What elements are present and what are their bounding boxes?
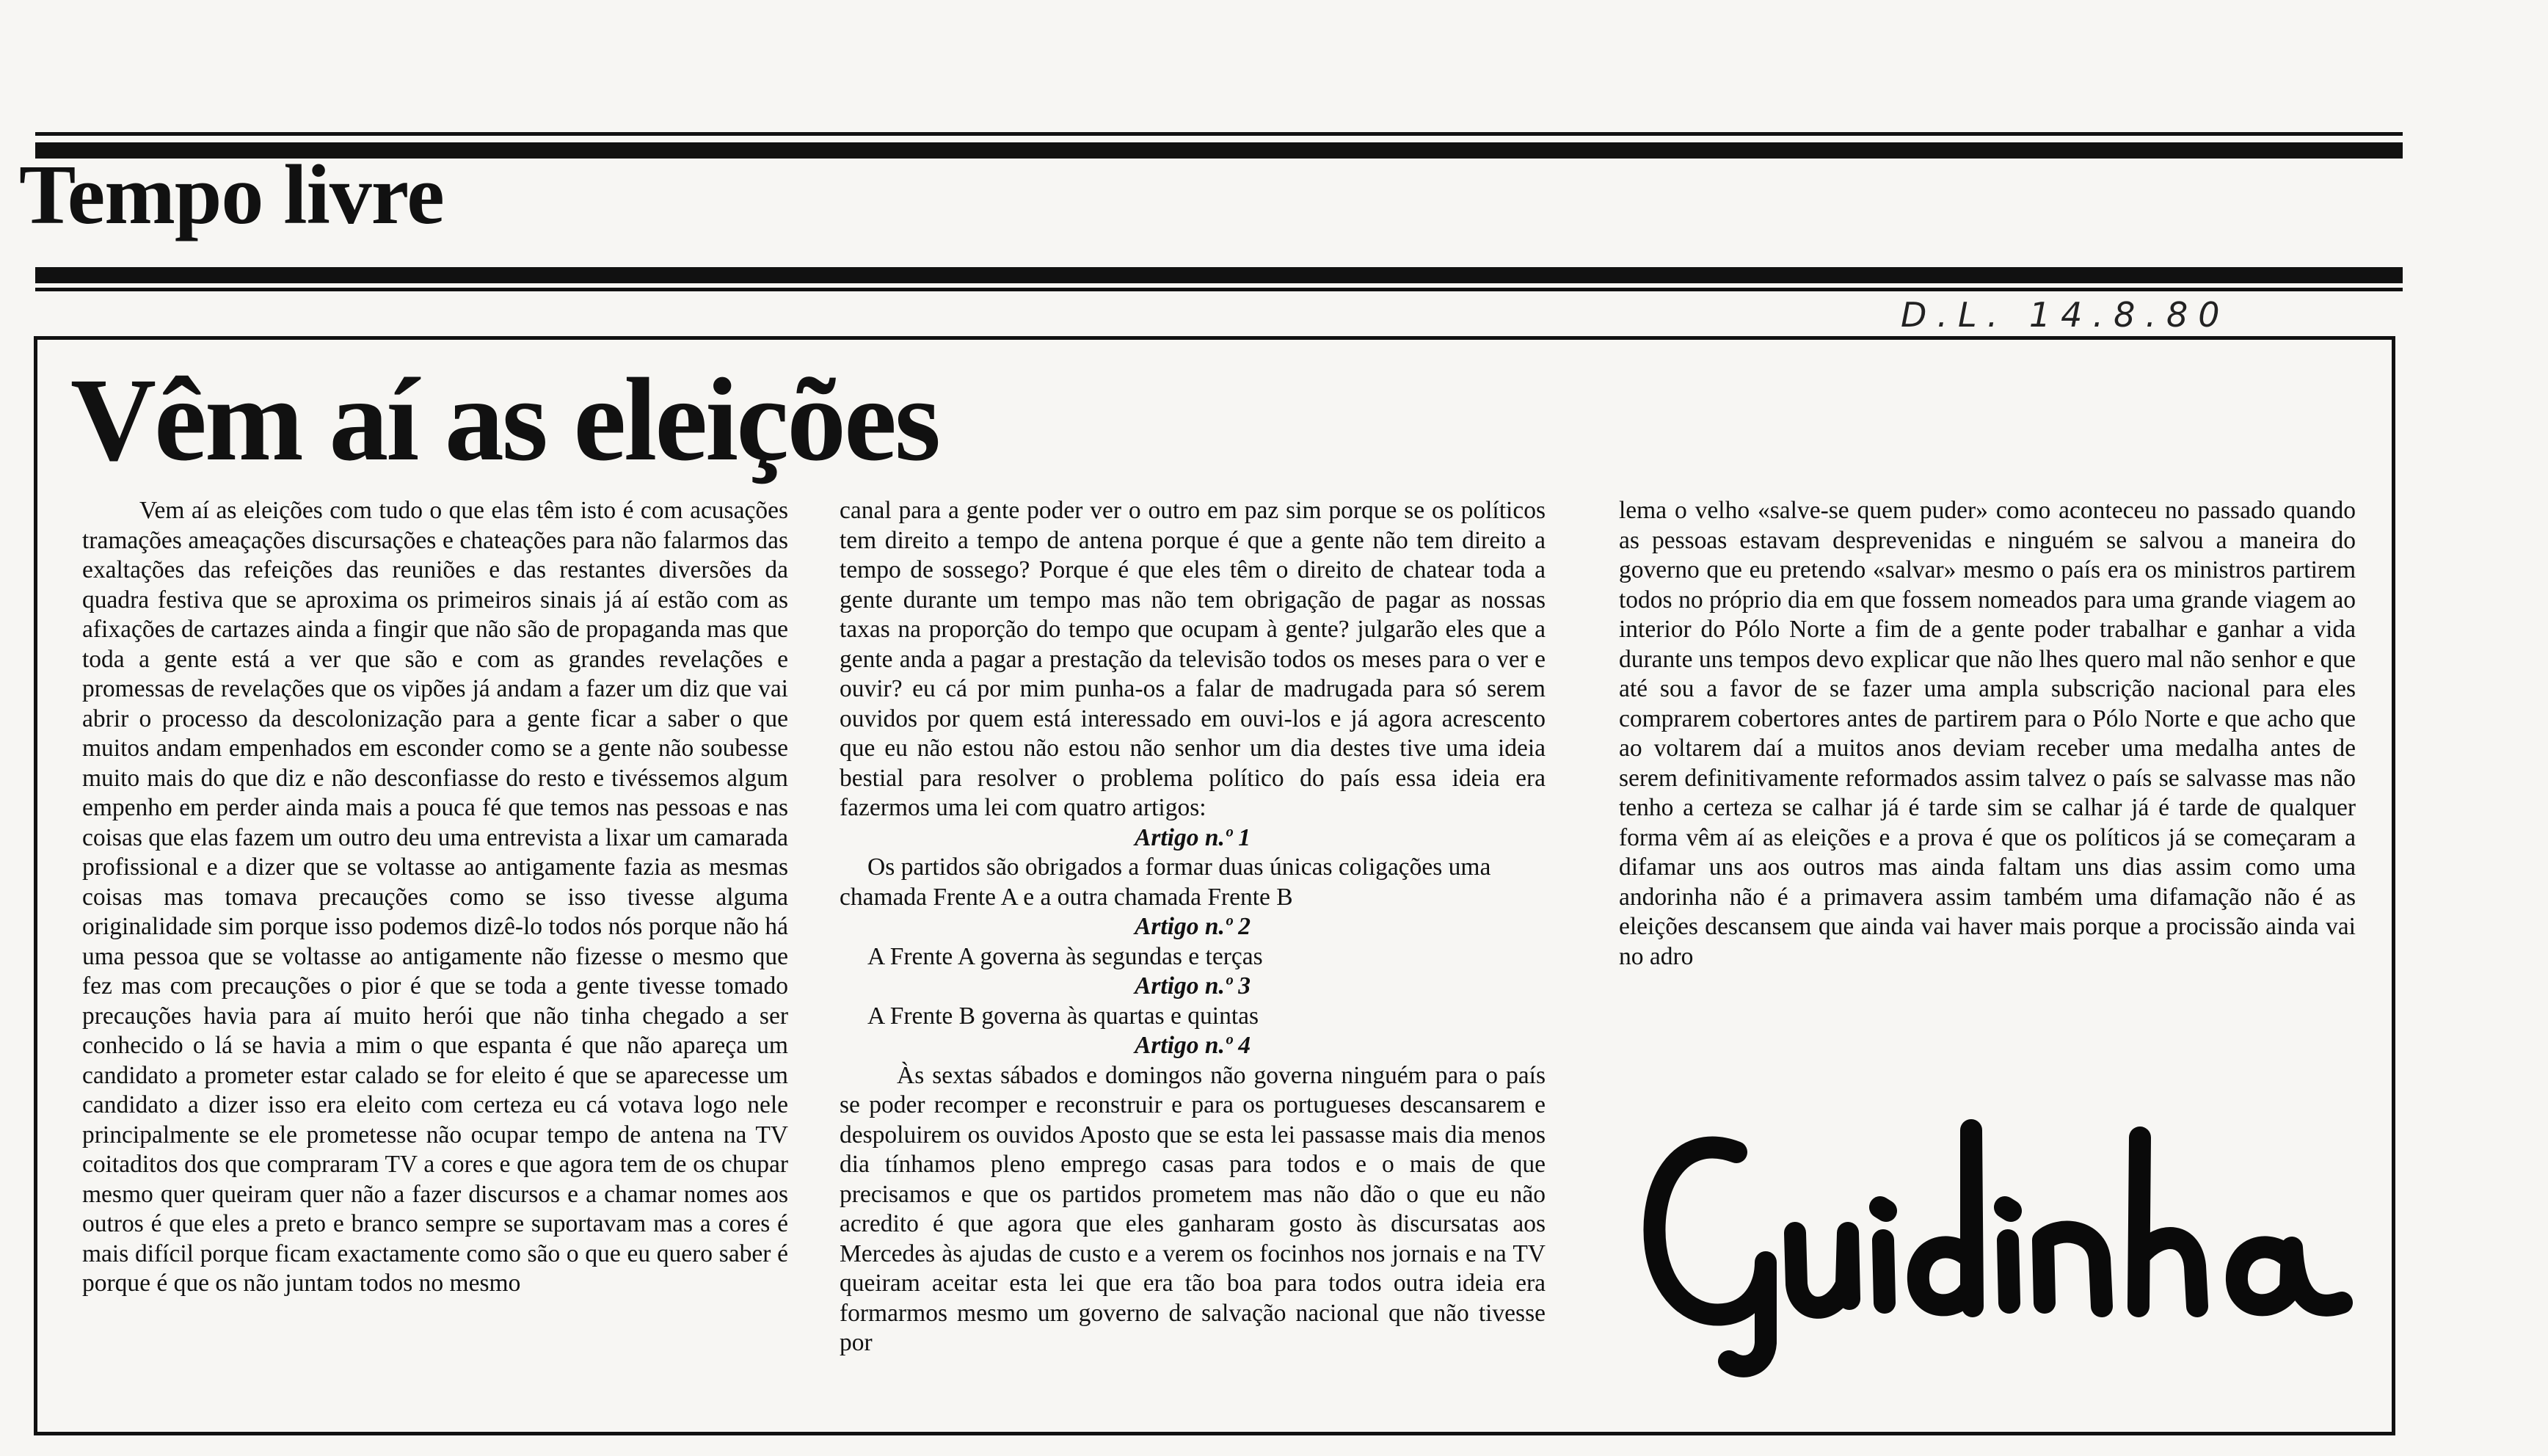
section-rule-thin bbox=[35, 288, 2403, 291]
artigo-4-text: Às sextas sábados e domingos não governa ninguém para o país se poder recomper e reconstruir e para os portugueses descansarem e despoluirem os ouvidos Aposto que se esta lei passasse mais dia menos dia tínhamos pleno emprego casas para todos e o mais de que precisamos e que os partidos prometem mas não dão o que eu não acredito é que agora que eles ganharam gosto às discursatas aos Mercedes às ajudas de custo e a verem os focinhos nos jornais e na TV queiram aceitar esta lei que era tão boa para todos outra ideia era formarmos mesmo um governo de salvação nacional que não tivesse por bbox=[840, 1061, 1546, 1356]
column-3-paragraph: lema o velho «salve-se quem puder» como aconteceu no passado quando as pessoas estavam desprevenidas e ninguém se salvou a maneira do governo que eu pretendo «salvar» mesmo o país era os ministros partirem todos no próprio dia em que fossem nomeados para uma grande viagem ao interior do Pólo Norte a fim de a gente poder trabalhar e ganhar a vida durante uns tempos devo explicar que não lhes quero mal não senhor e que até sou a favor de se fazer uma ampla subscrição nacional para eles comprarem cobertores antes de partirem para o Pólo Norte e que acho que ao voltarem daí a muitos anos deviam receber uma medalha antes de serem definitivamente reformados assim talvez o país se salvasse mas não tenho a certeza se calhar já é tarde sim se calhar já é tarde de qualquer forma vêm aí as eleições e a prova é que os políticos já se começaram a difamar uns aos outros mas ainda faltam uns dias assim como uma andorinha não é a primavera assim também uma difamação não é as eleições descansem que ainda vai haver mais porque a procissão ainda vai no adro bbox=[1619, 497, 2356, 970]
article-column-3 bbox=[1619, 496, 2356, 972]
section-title: Tempo livre bbox=[19, 148, 444, 242]
handwritten-date-note: D.L. 14.8.80 bbox=[1901, 295, 2230, 335]
artigo-1-heading: Artigo n.º 1 bbox=[1134, 823, 1251, 851]
article-column-1 bbox=[82, 496, 788, 1299]
artigo-4-heading: Artigo n.º 4 bbox=[1134, 1032, 1251, 1059]
top-rule-thin bbox=[35, 132, 2403, 136]
section-rule-thick bbox=[35, 267, 2403, 283]
article-column-2 bbox=[840, 496, 1546, 1358]
artigo-3-text: A Frente B governa às quartas e quintas bbox=[867, 1002, 1259, 1030]
artigo-2-heading: Artigo n.º 2 bbox=[1134, 913, 1251, 940]
column-1-paragraph: Vem aí as eleições com tudo o que elas têm isto é com acusações tramações ameaçações discursações e chateações para não falarmos das exaltações das refeições das reuniões e das restantes diversões da quadra festiva que se aproxima os primeiros sinais já aí estão com as afixações de cartazes ainda a fingir que não são de propaganda mas que toda a gente está a ver que são e com as grandes revelações e promessas de revelações que os vipões já andam a fazer um diz que vai abrir o processo da descolonização para a gente ficar a saber o que muitos andam empenhados em esconder como se a gente não soubesse muito mais do que diz e não desconfiasse do resto e tivéssemos algum empenho em perder ainda mais a pouca fé que temos nas pessoas e nas coisas que elas fazem um outro deu uma entrevista a lixar um camarada profissional e a dizer que se voltasse ao antigamente fazia as mesmas coisas mas tomava precauções como se isso tivesse alguma originalidade sim porque isso podemos dizê-lo todos nós porque não há uma pessoa que se voltasse ao antigamente não fizesse o mesmo que fez mas com precauções o pior é que se toda a gente tivesse tomado precauções havia para aí muito herói que não tinha chegado a ser conhecido o lá se havia a mim o que espanta é que não apareça um candidato a prometer estar calado se for eleito é que se aparecesse um candidato a dizer isso era eleito com certeza eu cá votava logo nele principalmente se ele prometesse não ocupar tempo de antena na TV coitaditos dos que compraram TV a cores e que agora tem de os chupar mesmo quer queiram quer não a fazer discursos e a chamar nomes aos outros é que eles a preto e branco sempre se suportavam mas a cores é mais difícil porque ficam exactamente como são o que eu quero saber é porque é que os não juntam todos no mesmo bbox=[82, 497, 788, 1297]
article-headline: Vêm aí as eleições bbox=[70, 354, 939, 486]
signature-guidinha bbox=[1626, 1101, 2367, 1380]
artigo-3-heading: Artigo n.º 3 bbox=[1134, 972, 1251, 1000]
column-2-intro: canal para a gente poder ver o outro em paz sim porque se os políticos tem direito a tempo de antena porque é que a gente não tem direito a tempo de sossego? Porque é que eles têm o direito de chatear toda a gente durante um tempo mas não tem obrigação de pagar as nossas taxas na proporção do tempo que ocupam à gente? julgarão eles que a gente anda a pagar a prestação da televisão todos os meses para o ver e ouvir? eu cá por mim punha-os a falar de madrugada para só serem ouvidos por quem está interessado em ouvi-los e já agora acrescento que eu não estou não estou não senhor um dia destes tive uma ideia bestial para resolver o problema político do país essa ideia era fazermos uma lei com quatro artigos: bbox=[840, 497, 1546, 821]
artigo-1-text: Os partidos são obrigados a formar duas únicas coligações uma chamada Frente A e a outra chamada Frente B bbox=[840, 853, 1491, 911]
artigo-2-text: A Frente A governa às segundas e terças bbox=[867, 942, 1263, 970]
